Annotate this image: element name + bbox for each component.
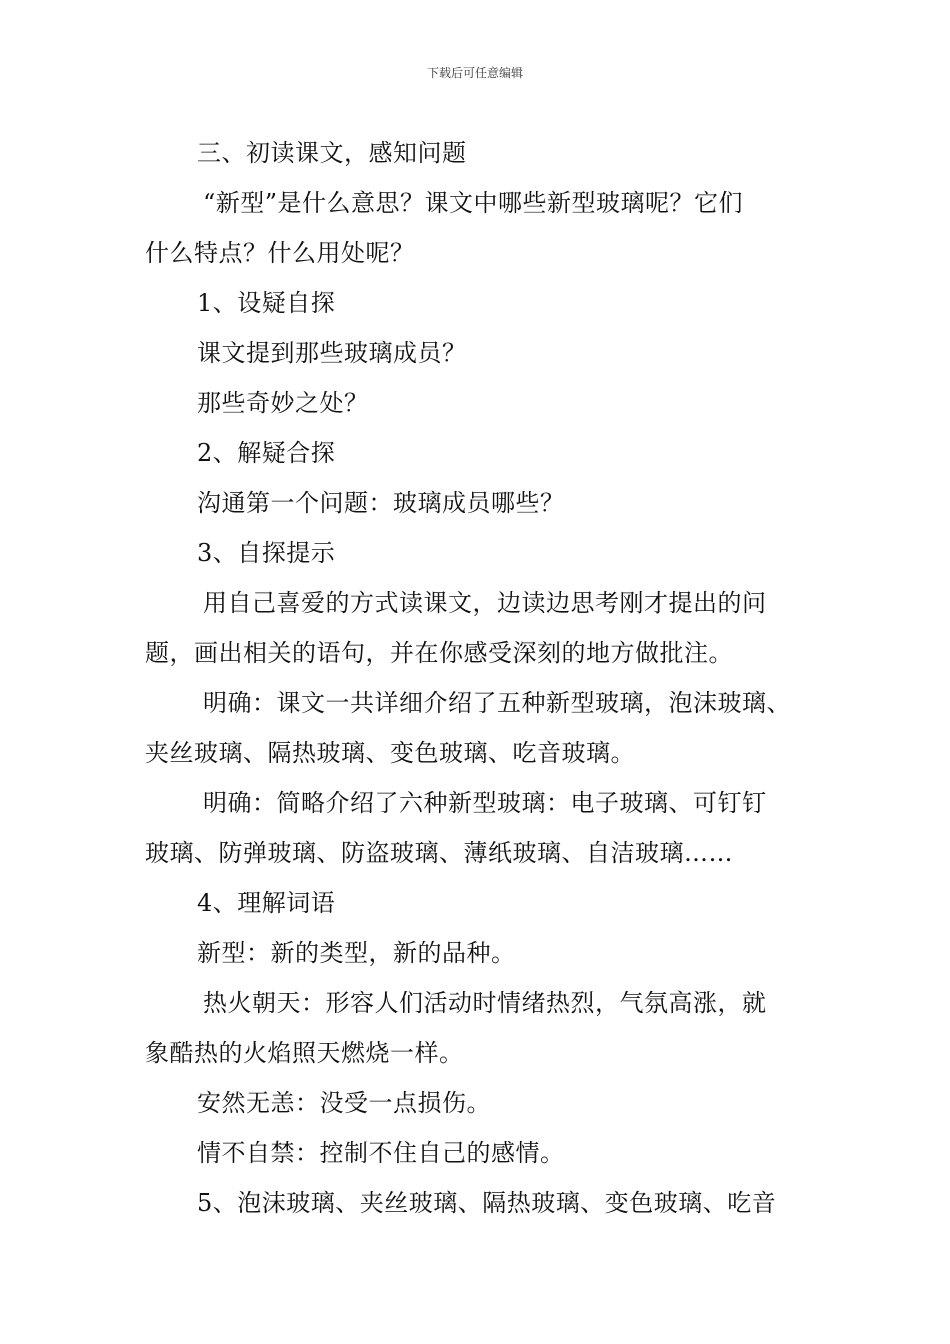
paragraph-line: 明确：课文一共详细介绍了五种新型玻璃，泡沫玻璃、 <box>203 689 791 717</box>
paragraph-line: 玻璃、防弹玻璃、防盗玻璃、薄纸玻璃、自洁玻璃…… <box>145 839 733 867</box>
paragraph-line: 那些奇妙之处？ <box>197 389 369 417</box>
document-body <box>145 128 825 1228</box>
paragraph-line: 用自己喜爱的方式读课文，边读边思考刚才提出的问 <box>203 589 767 617</box>
paragraph-line: 课文提到那些玻璃成员？ <box>197 339 467 367</box>
paragraph-line: 新型：新的类型，新的品种。 <box>197 939 516 967</box>
paragraph-line: 象酷热的火焰照天燃烧一样。 <box>145 1039 464 1067</box>
step-heading: 4、理解词语 <box>197 889 336 917</box>
step-heading: 5、泡沫玻璃、夹丝玻璃、隔热玻璃、变色玻璃、吃音 <box>197 1189 777 1217</box>
paragraph-line: 题，画出相关的语句，并在你感受深刻的地方做批注。 <box>145 639 733 667</box>
section-heading: 三、初读课文，感知问题 <box>197 139 467 167</box>
page-header: 下载后可任意编辑 <box>426 66 523 80</box>
paragraph-line: “新型”是什么意思？课文中哪些新型玻璃呢？它们 <box>203 189 744 217</box>
paragraph-line: 夹丝玻璃、隔热玻璃、变色玻璃、吃音玻璃。 <box>145 739 635 767</box>
paragraph-line: 什么特点？什么用处呢？ <box>145 239 415 267</box>
paragraph-line: 沟通第一个问题：玻璃成员哪些？ <box>197 489 565 517</box>
paragraph-line: 情不自禁：控制不住自己的感情。 <box>197 1139 565 1167</box>
paragraph-line: 热火朝天：形容人们活动时情绪热烈，气氛高涨，就 <box>203 989 767 1017</box>
step-heading: 3、自探提示 <box>197 539 336 567</box>
step-heading: 1、设疑自探 <box>197 289 336 317</box>
paragraph-line: 明确：简略介绍了六种新型玻璃：电子玻璃、可钉钉 <box>203 789 767 817</box>
paragraph-line: 安然无恙：没受一点损伤。 <box>197 1089 491 1117</box>
step-heading: 2、解疑合探 <box>197 439 336 467</box>
